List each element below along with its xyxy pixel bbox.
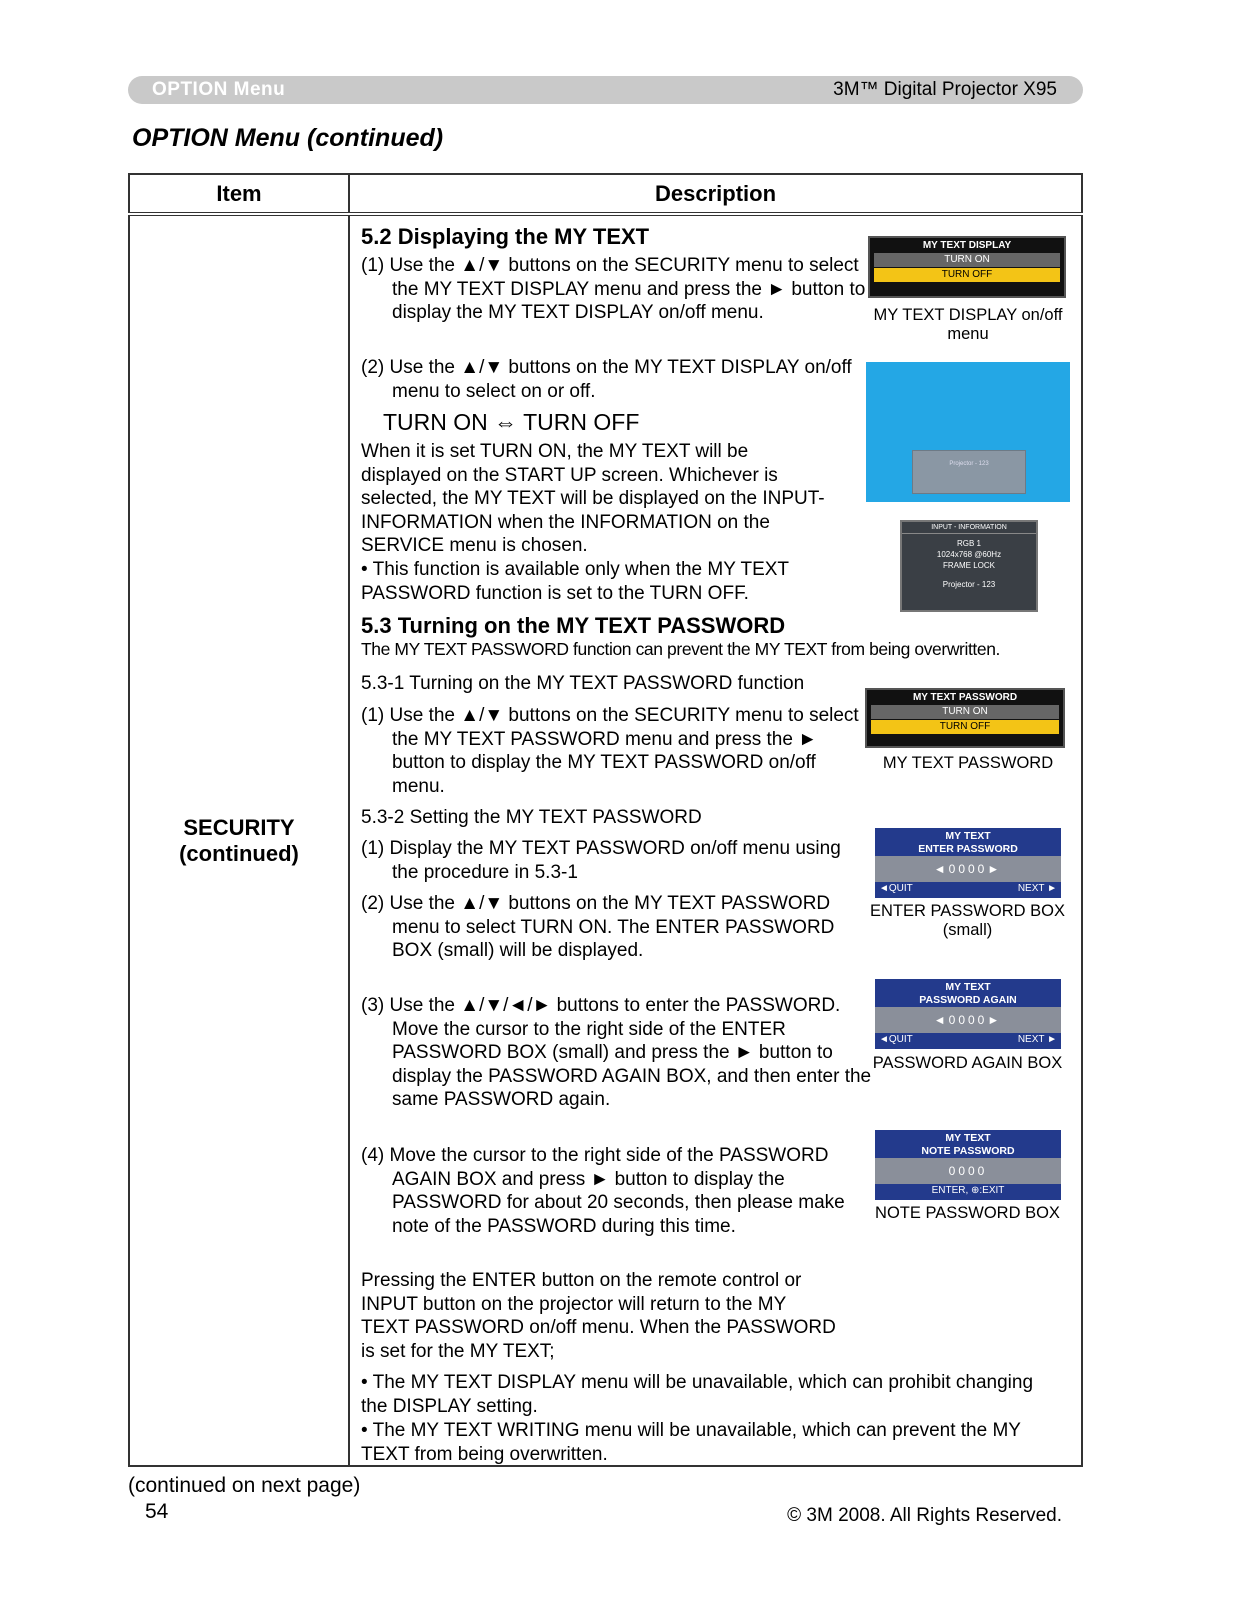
osd-option-off: TURN OFF — [874, 268, 1060, 282]
startup-text: Projector - 123 — [949, 461, 989, 467]
s52-step2: (2) Use the ▲/▼ buttons on the MY TEXT DISPLAY on/off menu to select on or off. — [361, 357, 852, 402]
osd-option-on: TURN ON — [874, 253, 1060, 267]
s53-intro: The MY TEXT PASSWORD function can prevent the MY TEXT from being overwritten. — [361, 639, 1001, 659]
column-header-item: Item — [129, 174, 349, 214]
next-label: NEXT ► — [1017, 883, 1057, 894]
password-digits: ◄0000► — [875, 1007, 1061, 1033]
box-title: ENTER PASSWORD — [918, 843, 1018, 855]
my-text-password-osd — [865, 688, 1065, 748]
quit-label: ◄QUIT — [879, 883, 913, 894]
description-cell — [349, 214, 1082, 1466]
section-heading-5-2: 5.2 Displaying the MY TEXT — [361, 224, 650, 249]
s53-sub1-step1: (1) Use the ▲/▼ buttons on the SECURITY menu to select the MY TEXT PASSWORD menu and press the ► button to display the MY TEXT PASSWORD on/off menu. — [361, 705, 859, 797]
osd-option-on: TURN ON — [871, 705, 1059, 719]
osd-title: MY TEXT PASSWORD — [912, 692, 1018, 703]
info-line: RGB 1 — [956, 539, 981, 548]
box-title: MY TEXT — [945, 981, 991, 993]
info-line: Projector - 123 — [942, 580, 996, 589]
item-suffix: (continued) — [179, 840, 299, 866]
section-label: OPTION Menu — [152, 79, 286, 100]
password-again-box-image — [875, 979, 1061, 1049]
figure-caption: ENTER PASSWORD BOX (small) — [870, 902, 1065, 939]
figure-caption: MY TEXT PASSWORD — [882, 754, 1054, 772]
box-title: NOTE PASSWORD — [921, 1145, 1015, 1157]
exit-label: ENTER, ⊕:EXIT — [931, 1185, 1005, 1196]
box-title: MY TEXT — [945, 830, 991, 842]
password-digits: ◄0000► — [875, 856, 1061, 882]
s52-step1: (1) Use the ▲/▼ buttons on the SECURITY menu to select the MY TEXT DISPLAY menu and press the ► button to display the MY TEXT DISPLAY on/off menu. — [361, 255, 866, 323]
s52-toggle: TURN ON ⇔ TURN OFF — [383, 409, 640, 435]
copyright: © 3M 2008. All Rights Reserved. — [787, 1505, 1062, 1526]
figure-caption: NOTE PASSWORD BOX — [875, 1204, 1060, 1222]
info-line: 1024x768 @60Hz — [936, 550, 1002, 559]
password-digits: 0000 — [875, 1158, 1061, 1184]
enter-password-box-image — [875, 828, 1061, 898]
note-password-box-image — [875, 1130, 1061, 1200]
info-title: INPUT - INFORMATION — [902, 522, 1036, 534]
osd-title: MY TEXT DISPLAY — [922, 240, 1012, 251]
s53-bullet1: • The MY TEXT DISPLAY menu will be unavailable, which can prohibit changing the DISPLAY setting. — [361, 1372, 1034, 1417]
next-label: NEXT ► — [1017, 1034, 1057, 1045]
figure-caption: MY TEXT DISPLAY on/off menu — [873, 306, 1063, 343]
section-heading-5-3: 5.3 Turning on the MY TEXT PASSWORD — [361, 613, 786, 638]
s53-sub2-step1: (1) Display the MY TEXT PASSWORD on/off menu using the procedure in 5.3-1 — [361, 838, 841, 883]
startup-text-box — [912, 450, 1026, 494]
my-text-display-osd — [868, 236, 1066, 298]
s53-sub2: 5.3-2 Setting the MY TEXT PASSWORD — [361, 807, 702, 828]
s52-paragraph: When it is set TURN ON, the MY TEXT will be displayed on the START UP screen. Whichever is selected, the MY TEXT will be displayed on the INPUT-INFORMATION when the INFORMATION on the SERVICE menu is chosen. — [361, 441, 825, 556]
item-cell — [129, 214, 349, 1466]
s53-sub2-step2: (2) Use the ▲/▼ buttons on the MY TEXT PASSWORD menu to select TURN ON. The ENTER PASSWORD BOX (small) will be displayed. — [361, 893, 835, 961]
box-title: PASSWORD AGAIN — [919, 994, 1017, 1006]
item-name: SECURITY — [183, 814, 295, 840]
s53-sub2-step3: (3) Use the ▲/▼/◄/► buttons to enter the PASSWORD. Move the cursor to the right side of the ENTER PASSWORD BOX (small) and press the ► button to display the PASSWORD AGAIN BOX, and then enter the same PASSWORD again. — [361, 995, 872, 1110]
s53-paragraph: Pressing the ENTER button on the remote control or INPUT button on the projector will return to the MY TEXT PASSWORD on/off menu. When the PASSWORD is set for the MY TEXT; — [361, 1270, 836, 1362]
option-table — [128, 173, 1083, 1467]
box-title: MY TEXT — [945, 1132, 991, 1144]
page-number: 54 — [145, 1500, 169, 1523]
info-line: FRAME LOCK — [942, 561, 995, 570]
continued-note: (continued on next page) — [128, 1474, 361, 1497]
s53-bullet2: • The MY TEXT WRITING menu will be unavailable, which can prevent the MY TEXT from being overwritten. — [361, 1420, 1021, 1465]
quit-label: ◄QUIT — [879, 1034, 913, 1045]
figure-caption: PASSWORD AGAIN BOX — [872, 1054, 1063, 1072]
s52-note: • This function is available only when the MY TEXT PASSWORD function is set to the TURN OFF. — [361, 559, 789, 604]
s53-sub1: 5.3-1 Turning on the MY TEXT PASSWORD function — [361, 673, 805, 694]
page-title: OPTION Menu (continued) — [132, 124, 444, 152]
startup-screen-image — [866, 362, 1070, 502]
input-information-image — [900, 520, 1038, 612]
product-name: 3M™ Digital Projector X95 — [833, 79, 1057, 100]
osd-option-off: TURN OFF — [871, 720, 1059, 734]
column-header-description: Description — [349, 174, 1082, 214]
s53-sub2-step4: (4) Move the cursor to the right side of the PASSWORD AGAIN BOX and press ► button to display the PASSWORD for about 20 seconds, then please make note of the PASSWORD during this time. — [361, 1145, 845, 1237]
